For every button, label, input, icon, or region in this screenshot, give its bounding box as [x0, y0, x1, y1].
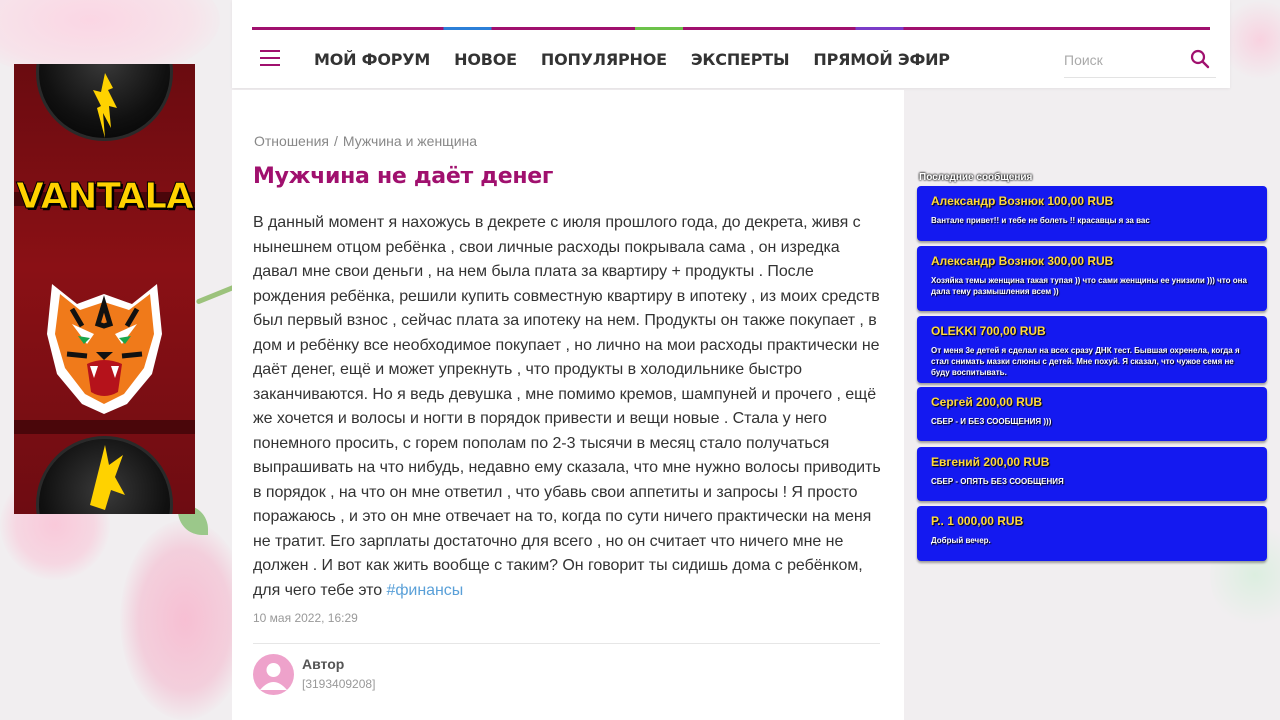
donation-item [917, 447, 1267, 501]
donation-message: Вантале привет!! и тебе не болеть !! красавцы я за вас [931, 216, 1150, 225]
background-stem [196, 284, 237, 304]
post-text: В данный момент я нахожусь в декрете с июля прошлого года, до декрета, живя с нынешнем отцом ребёнка , свои личные расходы покрывала сама , он изредка давал мне свои деньги , на нем была плата за квартиру + продукты . После рождения ребёнка, решили купить совместную квартиру в ипотеку , из моих средств был первый взнос , сейчас плата за ипотеку на нем. Продукты он также покупает , в дом и ребёнку все необходимое покупает , но лично на мои расходы практически не даёт денег, ещё и может упрекнуть , что продукты в холодильнике быстро заканчиваются. Но я ведь девушка , мне помимо кремов, шампуней и прочего , ещё же хочется и волосы и ногти в порядок привести и вещи новые . Стала у него понемного просить, с горем пополам по 2-3 тысячи в месяц стало получаться выпрашивать на что нибудь, недавно ему сказала, что мне нужно волосы приводить в порядок , на что он мне ответил , что убавь свои аппетиты и запросы ! Я просто поражаюсь , и это он мне отвечает на то, когда по сути ничего практически на меня не тратит. Его зарплаты достаточно для всего , но он считает что ничего мне не должен . И вот как жить вообще с таким? Он говорит ты сидишь дома с ребёнком, для чего тебе это [253, 214, 881, 599]
donation-item [917, 186, 1267, 241]
post-date: 10 мая 2022, 16:29 [253, 611, 358, 625]
post-article [232, 90, 904, 720]
tiger-logo-icon [32, 264, 177, 419]
donation-message: Хозяйка темы женщина такая тупая )) что сами женщины ее унизили ))) что она дала тему размышления всем )) [931, 276, 1247, 296]
search-box [1064, 44, 1216, 78]
author-name[interactable]: Автор [302, 656, 345, 672]
donation-name: Александр Вознюк 100,00 RUB [931, 194, 1114, 208]
donation-name: Сергей 200,00 RUB [931, 395, 1043, 409]
wolf-emblem-icon [36, 436, 173, 514]
nav-popular[interactable]: ПОПУЛЯРНОЕ [540, 50, 667, 69]
divider [253, 643, 880, 644]
breadcrumb-subsection[interactable]: Мужчина и женщина [342, 133, 478, 149]
banner-stripe [14, 420, 195, 434]
nav-color-strip [252, 27, 1210, 30]
breadcrumb [254, 133, 477, 149]
post-hashtag[interactable]: #финансы [386, 581, 464, 599]
donation-feed-header: Последние сообщения [919, 172, 1033, 183]
page-title: Мужчина не даёт денег [253, 164, 554, 189]
donation-name: Александр Вознюк 300,00 RUB [931, 254, 1114, 268]
donation-message: Добрый вечер. [931, 536, 991, 545]
avatar[interactable] [253, 654, 294, 695]
donation-item [917, 387, 1267, 441]
donation-item [917, 506, 1267, 561]
background-flower [120, 520, 250, 720]
donation-item [917, 246, 1267, 311]
donation-name: Р.. 1 000,00 RUB [931, 514, 1024, 528]
top-nav [232, 0, 1230, 88]
user-icon [253, 654, 294, 695]
donation-message: СБЕР - ОПЯТЬ БЕЗ СООБЩЕНИЯ [931, 477, 1064, 486]
nav-experts[interactable]: ЭКСПЕРТЫ [690, 50, 790, 69]
menu-icon[interactable] [260, 50, 280, 66]
donation-name: Евгений 200,00 RUB [931, 455, 1050, 469]
nav-live[interactable]: ПРЯМОЙ ЭФИР [813, 50, 950, 69]
donation-item [917, 316, 1267, 383]
nav-links [314, 50, 974, 69]
nav-my-forum[interactable]: МОЙ ФОРУМ [314, 50, 431, 69]
search-input[interactable] [1064, 48, 1179, 72]
search-icon[interactable] [1190, 49, 1210, 69]
donation-message: СБЕР - И БЕЗ СООБЩЕНИЯ ))) [931, 417, 1052, 426]
nav-new[interactable]: НОВОЕ [454, 50, 517, 69]
author-id: [3193409208] [302, 677, 376, 691]
streamer-ad-banner [14, 64, 195, 514]
donation-message: От меня 3е детей я сделал на всех сразу ДНК тест. Бывшая охренела, когда я стал снимать мазки слюны с детей. Мне похуй. Я сказал, что чужое семя не буду воспитывать. [931, 346, 1240, 377]
breadcrumb-section[interactable]: Отношения [254, 133, 329, 149]
tribal-emblem-icon [36, 64, 173, 141]
banner-brand: VANTALA [16, 176, 193, 217]
post-body [253, 211, 883, 603]
donation-name: OLEKKI 700,00 RUB [931, 324, 1046, 338]
breadcrumb-separator: / [333, 133, 338, 149]
